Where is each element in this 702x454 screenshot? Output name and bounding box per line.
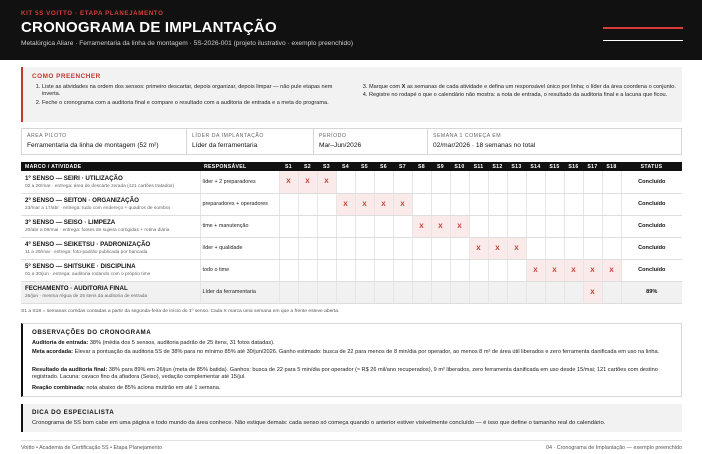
how-to-fill-title: COMO PREENCHER	[32, 73, 101, 80]
week-cell	[526, 171, 545, 193]
week-mark: X	[602, 259, 621, 281]
week-cell	[602, 281, 621, 303]
observation-goal	[32, 349, 672, 356]
week-cell	[488, 171, 507, 193]
table-row	[21, 281, 682, 303]
week-cell	[393, 215, 412, 237]
activity-name: FECHAMENTO · AUDITORIA FINAL	[25, 285, 128, 292]
project-info-strip	[21, 128, 682, 155]
week-cell	[488, 259, 507, 281]
week-cell	[279, 259, 298, 281]
week-cell	[336, 237, 355, 259]
week-mark: X	[526, 259, 545, 281]
activity-cell	[21, 259, 200, 281]
week-cell	[545, 237, 564, 259]
responsible-cell: líder + 2 preparadores	[200, 171, 279, 193]
week-mark: X	[450, 215, 469, 237]
header-status: STATUS	[621, 162, 682, 171]
week-cell	[431, 259, 450, 281]
schedule-header-row	[21, 162, 682, 171]
activity-name: 1º SENSO — SEIRI · UTILIZAÇÃO	[25, 174, 123, 182]
header-week: S7	[393, 162, 412, 171]
responsible-cell: todo o time	[200, 259, 279, 281]
week-cell	[488, 215, 507, 237]
table-row	[21, 193, 682, 215]
week-cell	[393, 237, 412, 259]
week-cell	[507, 281, 526, 303]
observations-box	[21, 323, 682, 397]
week-mark: X	[507, 237, 526, 259]
week-mark: X	[393, 193, 412, 215]
header-week: S12	[488, 162, 507, 171]
observation-final-result	[32, 367, 672, 382]
table-row	[21, 259, 682, 281]
week-cell	[336, 259, 355, 281]
observation-text: 38% (média dos 5 sensos, auditoria padrão de 25 itens, 31 fotos datadas).	[88, 340, 275, 346]
activity-cell	[21, 193, 200, 215]
week-mark: X	[583, 281, 602, 303]
week-cell	[526, 193, 545, 215]
week-cell	[469, 259, 488, 281]
week-cell	[317, 215, 336, 237]
week-cell	[545, 171, 564, 193]
header-bar	[0, 0, 702, 60]
week-cell	[564, 237, 583, 259]
week-cell	[602, 193, 621, 215]
week-cell	[469, 193, 488, 215]
week-cell	[336, 281, 355, 303]
activity-cell	[21, 215, 200, 237]
expert-tip-title: DICA DO ESPECIALISTA	[32, 409, 115, 416]
week-cell	[450, 193, 469, 215]
header-week: S1	[279, 162, 298, 171]
week-cell	[507, 193, 526, 215]
info-value: Líder da ferramentaria	[192, 142, 258, 149]
week-cell	[279, 281, 298, 303]
schedule-body	[21, 171, 682, 303]
week-cell	[279, 215, 298, 237]
footer-right: 04 · Cronograma de Implantação — exemplo preenchido	[545, 445, 682, 451]
week-cell	[393, 171, 412, 193]
activity-detail: 01 a 30/jun · entrega: auditoria rodando com o próprio time	[25, 272, 151, 277]
status-badge: Concluído	[621, 193, 682, 215]
week-cell	[336, 171, 355, 193]
observation-text: Elevar a pontuação da auditoria 5S de 38% para no mínimo 85% até 30/jun/2026. Ganho estimado: busca de 22 para menos de 8 min/dia por operador, ao menos 8 m² de área útil liberados e zero ferramenta danificada em uso na linha.	[73, 349, 660, 355]
week-cell	[526, 281, 545, 303]
status-badge: Concluído	[621, 259, 682, 281]
week-cell	[412, 281, 431, 303]
activity-name: 5º SENSO — SHITSUKE · DISCIPLINA	[25, 263, 136, 270]
week-mark: X	[279, 171, 298, 193]
week-cell	[317, 281, 336, 303]
week-cell	[602, 171, 621, 193]
week-cell	[564, 171, 583, 193]
week-cell	[450, 281, 469, 303]
activity-cell	[21, 281, 200, 303]
week-cell	[469, 281, 488, 303]
activity-detail: 11 a 29/mai · entrega: foto-padrão publicada por bancada	[25, 250, 148, 255]
activity-detail: 26/jun · mesma régua de 25 itens da auditoria de entrada	[25, 294, 148, 299]
week-mark: X	[564, 259, 583, 281]
table-row	[21, 171, 682, 193]
info-cell-leader	[187, 129, 314, 154]
info-value: Mar–Jun/2026	[319, 142, 362, 149]
activity-cell	[21, 237, 200, 259]
observation-entry-audit	[32, 340, 672, 347]
activity-detail: 20/abr a 08/mai · entrega: fontes de sujeira corrigidas + rotina diária	[25, 228, 170, 233]
week-cell	[450, 171, 469, 193]
how-to-list-right	[360, 84, 676, 101]
header-week: S9	[431, 162, 450, 171]
stage-name: ETAPA PLANEJAMENTO	[80, 10, 164, 17]
table-row	[21, 237, 682, 259]
week-cell	[298, 215, 317, 237]
info-label: ÁREA PILOTO	[27, 133, 67, 139]
header-week: S6	[374, 162, 393, 171]
week-mark: X	[374, 193, 393, 215]
status-badge: Concluído	[621, 215, 682, 237]
header-responsible: RESPONSÁVEL	[200, 162, 279, 171]
week-cell	[412, 193, 431, 215]
schedule-table	[21, 162, 682, 304]
status-badge: Concluído	[621, 237, 682, 259]
week-mark: X	[355, 193, 374, 215]
info-value: 02/mar/2026 · 18 semanas no total	[433, 142, 536, 149]
week-cell	[355, 237, 374, 259]
header-accent-line	[603, 27, 683, 29]
observation-label: Auditoria de entrada:	[32, 340, 89, 346]
responsible-cell: Líder da ferramentaria	[200, 281, 279, 303]
observation-label: Resultado da auditoria final:	[32, 367, 108, 373]
week-cell	[317, 193, 336, 215]
header-week: S14	[526, 162, 545, 171]
week-cell	[488, 193, 507, 215]
week-cell	[431, 193, 450, 215]
observation-text: 38% para 89% em 26/jun (meta de 85% batida). Ganhos: busca de 22 para 5 min/dia por operador (≈ R$ 26 mil/ano recuperados), 9 m² liberados, zero ferramenta danificada em uso desde 15/mai; 121 cartões com destino registrado. Lacuna: cavaco fino da afiadora (Seiso), vedação complementar até 15/jul.	[32, 367, 658, 381]
expert-tip-box	[21, 404, 682, 432]
week-cell	[507, 171, 526, 193]
activity-detail: 23/mar a 17/abr · entrega: tudo com endereço + quadros de sombra	[25, 206, 170, 211]
week-cell	[545, 281, 564, 303]
activity-cell	[21, 171, 200, 193]
header-activity: MARCO / ATIVIDADE	[21, 162, 200, 171]
week-cell	[412, 237, 431, 259]
header-week: S15	[545, 162, 564, 171]
responsible-cell: time + manutenção	[200, 215, 279, 237]
footer-divider	[21, 440, 682, 441]
activity-name: 4º SENSO — SEIKETSU · PADRONIZAÇÃO	[25, 241, 151, 248]
week-cell	[602, 215, 621, 237]
info-label: LÍDER DA IMPLANTAÇÃO	[192, 133, 264, 139]
kit-name: KIT 5S VOITTO	[21, 10, 73, 17]
week-cell	[393, 281, 412, 303]
week-mark: X	[469, 237, 488, 259]
responsible-cell: preparadores + operadores	[200, 193, 279, 215]
week-cell	[412, 259, 431, 281]
info-cell-period	[314, 129, 428, 154]
kit-separator: ·	[75, 10, 78, 17]
page-title: CRONOGRAMA DE IMPLANTAÇÃO	[21, 19, 277, 36]
week-cell	[431, 171, 450, 193]
week-cell	[298, 259, 317, 281]
week-cell	[507, 259, 526, 281]
week-cell	[374, 171, 393, 193]
week-cell	[545, 193, 564, 215]
schedule-note: S1 a S18 = semanas corridas contadas a partir da segunda-feira de início do 1º senso. Cada X marca uma semana em que a frente esteve aberta.	[21, 309, 340, 314]
header-week: S18	[602, 162, 621, 171]
responsible-cell: líder + qualidade	[200, 237, 279, 259]
week-cell	[374, 237, 393, 259]
week-cell	[374, 215, 393, 237]
week-cell	[583, 171, 602, 193]
week-cell	[469, 171, 488, 193]
footer-left: Voitto • Academia de Certificação 5S • Etapa Planejamento	[21, 445, 163, 451]
week-cell	[602, 237, 621, 259]
header-divider-line	[603, 40, 683, 41]
week-cell	[545, 215, 564, 237]
week-cell	[450, 259, 469, 281]
week-cell	[564, 193, 583, 215]
observation-label: Reação combinada:	[32, 385, 85, 391]
info-cell-start	[428, 129, 681, 154]
header-week: S16	[564, 162, 583, 171]
week-cell	[336, 215, 355, 237]
week-cell	[317, 237, 336, 259]
week-cell	[374, 259, 393, 281]
week-cell	[431, 281, 450, 303]
expert-tip-text: Cronograma de 5S bom cabe em uma página e todo mundo da área conhece. Não estique demais: cada senso só começa quando o anterior estiver visivelmente concluído — é isso que define o tamanho real do calendário.	[32, 420, 606, 426]
header-week: S5	[355, 162, 374, 171]
week-cell	[526, 237, 545, 259]
week-mark: X	[583, 259, 602, 281]
how-to-list-left	[33, 84, 348, 108]
week-cell	[431, 237, 450, 259]
week-mark: X	[545, 259, 564, 281]
kit-label	[21, 10, 163, 17]
info-label: PERÍODO	[319, 133, 347, 139]
week-cell	[488, 281, 507, 303]
status-badge: 89%	[621, 281, 682, 303]
header-week: S13	[507, 162, 526, 171]
activity-detail: 02 a 20/mar · entrega: área de descarte zerada (121 cartões tratados)	[25, 183, 175, 189]
header-week: S4	[336, 162, 355, 171]
observation-text: nota abaixo de 85% aciona mutirão em até 1 semana.	[84, 385, 221, 391]
info-cell-area	[22, 129, 187, 154]
page-subtitle: Metalúrgica Aliare · Ferramentaria da linha de montagem · 5S-2026-001 (projeto ilustrativo · exemplo preenchido)	[21, 40, 354, 47]
header-week: S8	[412, 162, 431, 171]
week-cell	[583, 193, 602, 215]
week-cell	[298, 281, 317, 303]
header-week: S3	[317, 162, 336, 171]
week-cell	[507, 215, 526, 237]
info-value: Ferramentaria da linha de montagem (52 m²)	[27, 142, 159, 149]
week-cell	[583, 237, 602, 259]
activity-name: 3º SENSO — SEISO · LIMPEZA	[25, 219, 116, 226]
week-cell	[564, 281, 583, 303]
how-to-fill-box	[21, 67, 682, 122]
week-mark: X	[336, 193, 355, 215]
header-week: S2	[298, 162, 317, 171]
week-cell	[317, 259, 336, 281]
week-cell	[412, 171, 431, 193]
table-row	[21, 215, 682, 237]
week-cell	[279, 237, 298, 259]
week-cell	[469, 215, 488, 237]
week-mark: X	[317, 171, 336, 193]
how-to-step: 3. Marque com X as semanas de cada atividade e defina um responsável único por linha; o líder da área coordena o conjunto.	[369, 84, 676, 91]
header-week: S17	[583, 162, 602, 171]
week-cell	[374, 281, 393, 303]
week-cell	[355, 259, 374, 281]
how-to-step: 2. Feche o cronograma com a auditoria final e compare o resultado com a auditoria de entrada e a meta do programa.	[42, 100, 348, 107]
week-cell	[393, 259, 412, 281]
header-week: S10	[450, 162, 469, 171]
week-cell	[355, 281, 374, 303]
week-cell	[564, 215, 583, 237]
week-cell	[355, 171, 374, 193]
week-cell	[298, 237, 317, 259]
week-mark: X	[431, 215, 450, 237]
week-cell	[298, 193, 317, 215]
week-cell	[526, 215, 545, 237]
status-badge: Concluído	[621, 171, 682, 193]
activity-name: 2º SENSO — SEITON · ORGANIZAÇÃO	[25, 197, 139, 204]
week-mark: X	[412, 215, 431, 237]
how-to-step: 1. Liste as atividades na ordem dos sensos: primeiro descartar, depois organizar, depois limpar — não pule etapas nem inverta.	[42, 84, 348, 99]
week-cell	[450, 237, 469, 259]
week-cell	[583, 215, 602, 237]
observation-label: Meta acordada:	[32, 349, 74, 355]
week-cell	[279, 193, 298, 215]
info-label: SEMANA 1 COMEÇA EM	[433, 133, 502, 139]
week-mark: X	[488, 237, 507, 259]
week-cell	[355, 215, 374, 237]
observations-title: OBSERVAÇÕES DO CRONOGRAMA	[32, 329, 152, 336]
how-to-step: 4. Registre no rodapé o que o calendário não mostra: a nota de entrada, o resultado da auditoria final e a lacuna que ficou.	[369, 92, 676, 99]
header-week: S11	[469, 162, 488, 171]
week-mark: X	[298, 171, 317, 193]
observation-reaction	[32, 385, 672, 392]
